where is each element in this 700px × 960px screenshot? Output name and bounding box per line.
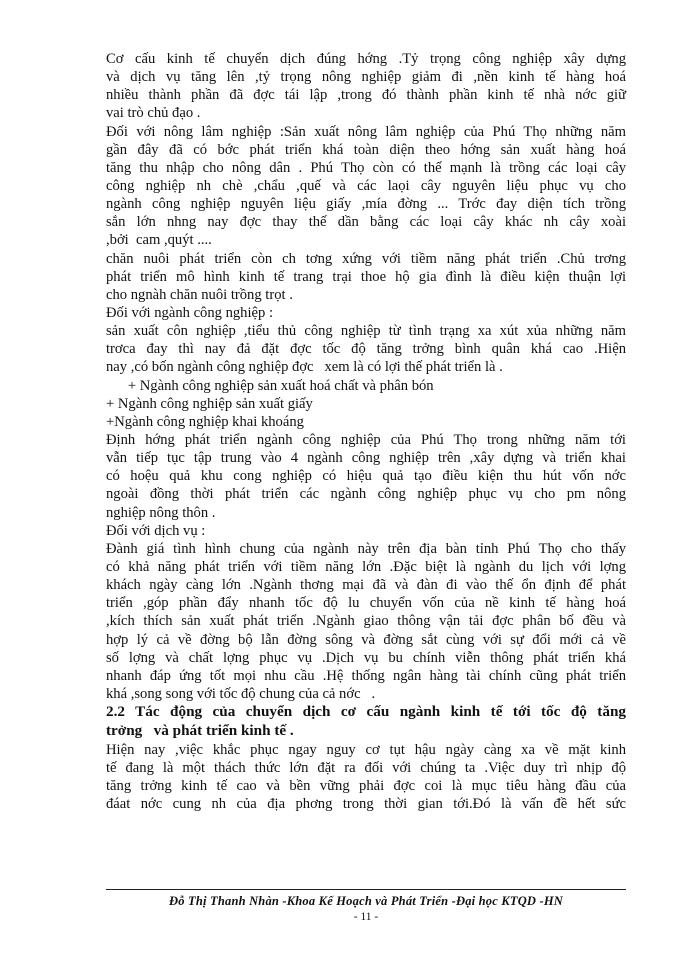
text-line: khách ngày càng lớn .Ngành thơng mại đã và đàn đi vào thế ổn định để phát bbox=[106, 577, 626, 594]
text-line: tăng trởng kinh tế cao và bền vững phải đợc coi là mục tiêu hàng đầu của bbox=[106, 777, 626, 794]
text-line: tăng thu nhập cho nông dân . Phú Thọ còn có thế mạnh là trồng các loại cây bbox=[106, 159, 626, 176]
page-body bbox=[106, 50, 626, 813]
text-line: gần đây đã có bớc phát triển khá toàn diện theo hớng sản xuất hàng hoá bbox=[106, 141, 626, 158]
list-item: + Ngành công nghiệp sản xuất giấy bbox=[106, 395, 313, 412]
list-item: + Ngành công nghiệp sản xuất hoá chất và phân bón bbox=[106, 377, 434, 394]
paragraph-agriculture bbox=[106, 123, 626, 250]
footer-divider bbox=[106, 889, 626, 890]
text-line: có hoệu quả khu cong nghiệp có hiệu quả tạo điều kiện thu hút vốn nớc bbox=[106, 468, 626, 485]
text-line: nhiều thành phần đã đợc tái lập ,trong đó thành phần kinh tế nhà nớc giữ bbox=[106, 87, 626, 104]
text-line: Đối với nông lâm nghiệp :Sản xuất nông lâm nghiệp của Phú Thọ những năm bbox=[106, 123, 626, 140]
text-line: có khả năng phát triển với tiềm năng lớn .Đặc biệt là ngành du lịch với lợng bbox=[106, 558, 626, 575]
text-line: Đối với ngành công nghiệp : bbox=[106, 304, 274, 321]
text-line: ,kích thích sản xuất phát triển .Ngành giao thông vận tải đợc phân bố đều và bbox=[106, 613, 626, 630]
text-line: triển ,góp phần đẩy nhanh tốc độ lu chuyển vốn của nề kinh tế hàng hoá bbox=[106, 595, 626, 612]
text-line: trơca đay thì nay đả đặt đợc tốc độ tăng trởng bình quân khá cao .Hiện bbox=[106, 341, 626, 358]
heading-line: trởng và phát triển kinh tế . bbox=[106, 721, 294, 739]
text-line: số lợng và chất lợng phục vụ .Dịch vụ bu chính viễn thông phát triển khá bbox=[106, 649, 626, 666]
footer-author-line: Đỗ Thị Thanh Nhàn -Khoa Kế Hoạch và Phát Triển -Đại học KTQD -HN bbox=[169, 894, 563, 908]
text-line: chăn nuôi phát triển còn ch tơng xứng với tiềm năng phát triển .Chủ trơng bbox=[106, 250, 626, 267]
text-line: Định hớng phát triển ngành công nghiệp của Phú Thọ trong những năm tới bbox=[106, 431, 626, 448]
text-line: đáat nớc cung nh của địa phơng trong thời gian tới.Đó là vấn đề hết sức bbox=[106, 796, 626, 813]
text-line: Đành giá tình hình chung của ngành này trên địa bàn tỉnh Phú Thọ cho thấy bbox=[106, 540, 626, 557]
text-line: Đối với dịch vụ : bbox=[106, 522, 206, 539]
heading-line: 2.2 Tác động của chuyển dịch cơ cấu ngành kinh tế tới tốc độ tăng bbox=[106, 703, 626, 721]
text-line: cho ngnàh chăn nuôi trồng trọt . bbox=[106, 286, 293, 303]
section-heading bbox=[106, 703, 626, 741]
text-line: Cơ cấu kinh tế chuyển dịch đúng hớng .Tỷ trọng công nghiệp xây dựng bbox=[106, 51, 626, 67]
paragraph-services bbox=[106, 522, 626, 703]
text-line: khá ,song song với tốc độ chung của cả nớc . bbox=[106, 685, 376, 702]
page-number: - 11 - bbox=[353, 911, 379, 923]
paragraph-structure-shift bbox=[106, 50, 626, 123]
paragraph-livestock bbox=[106, 250, 626, 304]
text-line: công nghiệp nh chè ,chẩu ,quế và các laọi cây nguyên liệu phục vụ cho bbox=[106, 177, 626, 194]
text-line: ,bởi cam ,quýt .... bbox=[106, 232, 212, 249]
text-line: vai trò chủ đạo . bbox=[106, 105, 201, 122]
paragraph-industry bbox=[106, 304, 626, 431]
paragraph-industry-orientation bbox=[106, 431, 626, 522]
paragraph-closing bbox=[106, 741, 626, 814]
text-line: ngành công nghiệp nguyên liệu giấy ,mía đờng ... Trớc đay diện tích trồng bbox=[106, 196, 626, 213]
text-line: ngoài đồng thời phát triển các ngành công nghiệp phục vụ cho pm nông bbox=[106, 486, 626, 503]
text-line: hợp lý cả về đờng bộ lẫn đờng sông và đờng sắt cùng với sự đổi mới cả về bbox=[106, 631, 626, 648]
text-line: tế đang là một thách thức lớn đặt ra đối với chúng ta .Việc duy trì nhịp độ bbox=[106, 759, 626, 776]
text-line: Hiện nay ,việc khắc phục ngay nguy cơ tụt hậu ngày càng xa về mặt kinh bbox=[106, 741, 626, 758]
text-line: nay ,có bốn ngành công nghiệp đợc xem là có lợi thế phát triển là . bbox=[106, 359, 503, 376]
list-item: +Ngành công nghiệp khai khoáng bbox=[106, 413, 304, 430]
text-line: nhanh đáp ứng tốt mọi nhu cầu .Hệ thống ngân hàng tài chính cũng phát triển bbox=[106, 667, 626, 684]
text-line: vẫn tiếp tục tập trung vào 4 ngành công nghiệp trên ,xây dựng và triển khai bbox=[106, 450, 626, 467]
text-line: và dịch vụ tăng lên ,tỷ trọng nông nghiệp giảm đi ,nền kinh tế hàng hoá bbox=[106, 69, 626, 86]
text-line: nghiệp nông thôn . bbox=[106, 504, 216, 521]
text-line: sản xuất côn nghiệp ,tiểu thủ công nghiệp từ tình trạng xa xút xủa những năm bbox=[106, 323, 626, 340]
text-line: sắn lớn nhng nay đợc thay thế dần bằng các loại cây khác nh cây xoài bbox=[106, 214, 626, 231]
text-line: phát triển mô hình kinh tế trang trại thoe hộ gia đình là điều kiện thuận lợi bbox=[106, 268, 626, 285]
